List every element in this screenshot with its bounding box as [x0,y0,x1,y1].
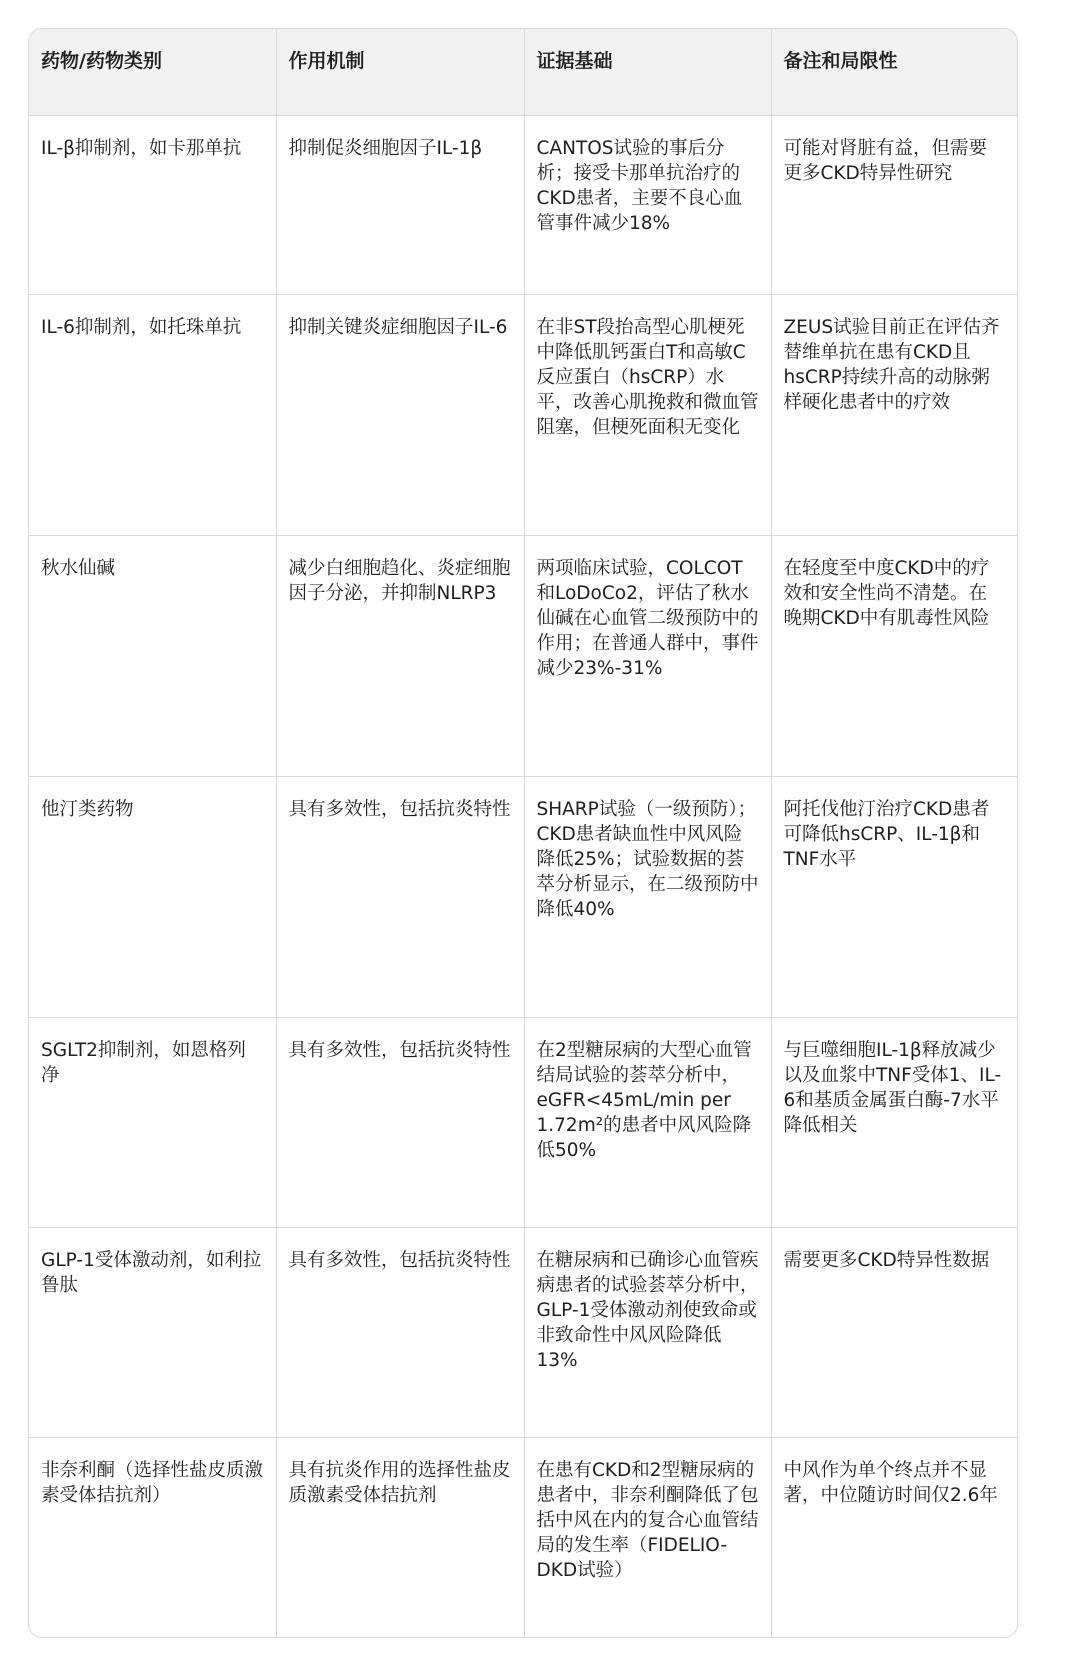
cell-drug: IL-6抑制剂，如托珠单抗 [29,294,276,535]
cell-notes: 与巨噬细胞IL-1β释放减少以及血浆中TNF受体1、IL-6和基质金属蛋白酶-7水平降低相关 [771,1017,1017,1227]
header-drug-class: 药物/药物类别 [29,29,276,115]
cell-notes: ZEUS试验目前正在评估齐替维单抗在患有CKD且hsCRP持续升高的动脉粥样硬化患者中的疗效 [771,294,1017,535]
table-row [29,1227,1017,1437]
cell-notes: 需要更多CKD特异性数据 [771,1227,1017,1437]
header-notes: 备注和局限性 [771,29,1017,115]
header-mechanism: 作用机制 [276,29,524,115]
header-row [29,29,1017,115]
table-row [29,1437,1017,1638]
cell-evidence: 在患有CKD和2型糖尿病的患者中，非奈利酮降低了包括中风在内的复合心血管结局的发生率（FIDELIO-DKD试验） [524,1437,771,1638]
cell-mechanism: 具有多效性，包括抗炎特性 [276,1227,524,1437]
table-row [29,294,1017,535]
drug-comparison-table [28,28,1018,1638]
cell-drug: IL-β抑制剂，如卡那单抗 [29,115,276,294]
cell-notes: 中风作为单个终点并不显著，中位随访时间仅2.6年 [783,1459,998,1506]
table-row [29,1017,1017,1227]
header-evidence: 证据基础 [524,29,771,115]
cell-evidence: CANTOS试验的事后分析；接受卡那单抗治疗的CKD患者，主要不良心血管事件减少18% [524,115,771,294]
cell-mechanism: 抑制促炎细胞因子IL-1β [276,115,524,294]
cell-evidence: 在2型糖尿病的大型心血管结局试验的荟萃分析中，eGFR<45mL/min per 1.72m²的患者中风风险降低50% [524,1017,771,1227]
cell-evidence: 在糖尿病和已确诊心血管疾病患者的试验荟萃分析中，GLP-1受体激动剂使致命或非致命性中风风险降低13% [524,1227,771,1437]
table-row [29,535,1017,776]
cell-mechanism: 具有多效性，包括抗炎特性 [276,1017,524,1227]
cell-drug: 他汀类药物 [29,776,276,1017]
cell-drug: SGLT2抑制剂，如恩格列净 [29,1017,276,1227]
cell-drug: GLP-1受体激动剂，如利拉鲁肽 [29,1227,276,1437]
cell-notes: 在轻度至中度CKD中的疗效和安全性尚不清楚。在晚期CKD中有肌毒性风险 [771,535,1017,776]
cell-notes: 可能对肾脏有益，但需要更多CKD特异性研究 [771,115,1017,294]
cell-mechanism: 具有抗炎作用的选择性盐皮质激素受体拮抗剂 [276,1437,524,1638]
cell-mechanism: 抑制关键炎症细胞因子IL-6 [276,294,524,535]
cell-mechanism: 具有多效性，包括抗炎特性 [276,776,524,1017]
table [29,29,1017,1638]
cell-drug: 非奈利酮（选择性盐皮质激素受体拮抗剂） [29,1437,276,1638]
cell-evidence: 在非ST段抬高型心肌梗死中降低肌钙蛋白T和高敏C反应蛋白（hsCRP）水平，改善心肌挽救和微血管阻塞，但梗死面积无变化 [524,294,771,535]
cell-notes: 阿托伐他汀治疗CKD患者可降低hsCRP、IL-1β和TNF水平 [771,776,1017,1017]
cell-drug: 秋水仙碱 [29,535,276,776]
table-body [29,115,1017,1638]
cell-mechanism: 减少白细胞趋化、炎症细胞因子分泌，并抑制NLRP3 [276,535,524,776]
table-row [29,115,1017,294]
table-row [29,776,1017,1017]
table-header [29,29,1017,115]
cell-evidence: SHARP试验（一级预防）；CKD患者缺血性中风风险降低25%；试验数据的荟萃分析显示，在二级预防中降低40% [524,776,771,1017]
cell-evidence: 两项临床试验，COLCOT和LoDoCo2，评估了秋水仙碱在心血管二级预防中的作用；在普通人群中，事件减少23%-31% [524,535,771,776]
